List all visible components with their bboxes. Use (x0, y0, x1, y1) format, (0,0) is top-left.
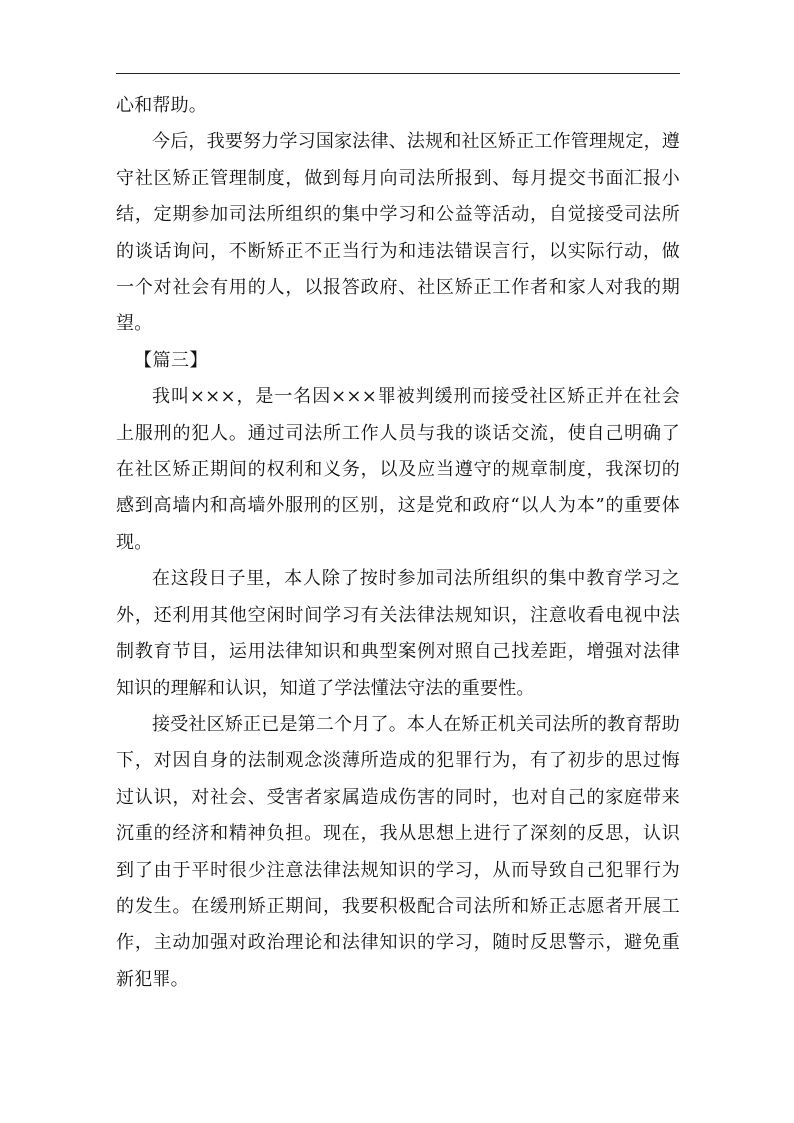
document-body (116, 88, 680, 998)
paragraph-introduction: 我叫×××，是一名因×××罪被判缓刑而接受社区矫正并在社会上服刑的犯人。通过司法所工作人员与我的谈话交流，使自己明确了在社区矫正期间的权利和义务，以及应当遵守的规章制度，我深切的感到高墙内和高墙外服刑的区别，这是党和政府“以人为本”的重要体现。 (116, 386, 680, 553)
header-rule (116, 73, 680, 74)
continued-paragraph: 心和帮助。 (116, 95, 207, 116)
paragraph-reflection: 接受社区矫正已是第二个月了。本人在矫正机关司法所的教育帮助下，对因自身的法制观念淡薄所造成的犯罪行为，有了初步的思过悔过认识，对社会、受害者家属造成伤害的同时，也对自己的家庭带来沉重的经济和精神负担。现在，我从思想上进行了深刻的反思，认识到了由于平时很少注意法律法规知识的学习，从而导致自己犯罪行为的发生。在缓刑矫正期间，我要积极配合司法所和矫正志愿者开展工作，主动加强对政治理论和法律知识的学习，随时反思警示，避免重新犯罪。 (116, 713, 680, 990)
paragraph-study: 在这段日子里，本人除了按时参加司法所组织的集中教育学习之外，还利用其他空闲时间学习有关法律法规知识，注意收看电视中法制教育节目，运用法律知识和典型案例对照自己找差距，增强对法律知识的理解和认识，知道了学法懂法守法的重要性。 (116, 568, 680, 699)
section-heading: 【篇三】 (134, 349, 208, 371)
paragraph-future-plans: 今后，我要努力学习国家法律、法规和社区矫正工作管理规定，遵守社区矫正管理制度，做到每月向司法所报到、每月提交书面汇报小结，定期参加司法所组织的集中学习和公益等活动，自觉接受司法所的谈话询问，不断矫正不正当行为和违法错误言行，以实际行动，做一个对社会有用的人，以报答政府、社区矫正工作者和家人对我的期望。 (116, 131, 680, 335)
